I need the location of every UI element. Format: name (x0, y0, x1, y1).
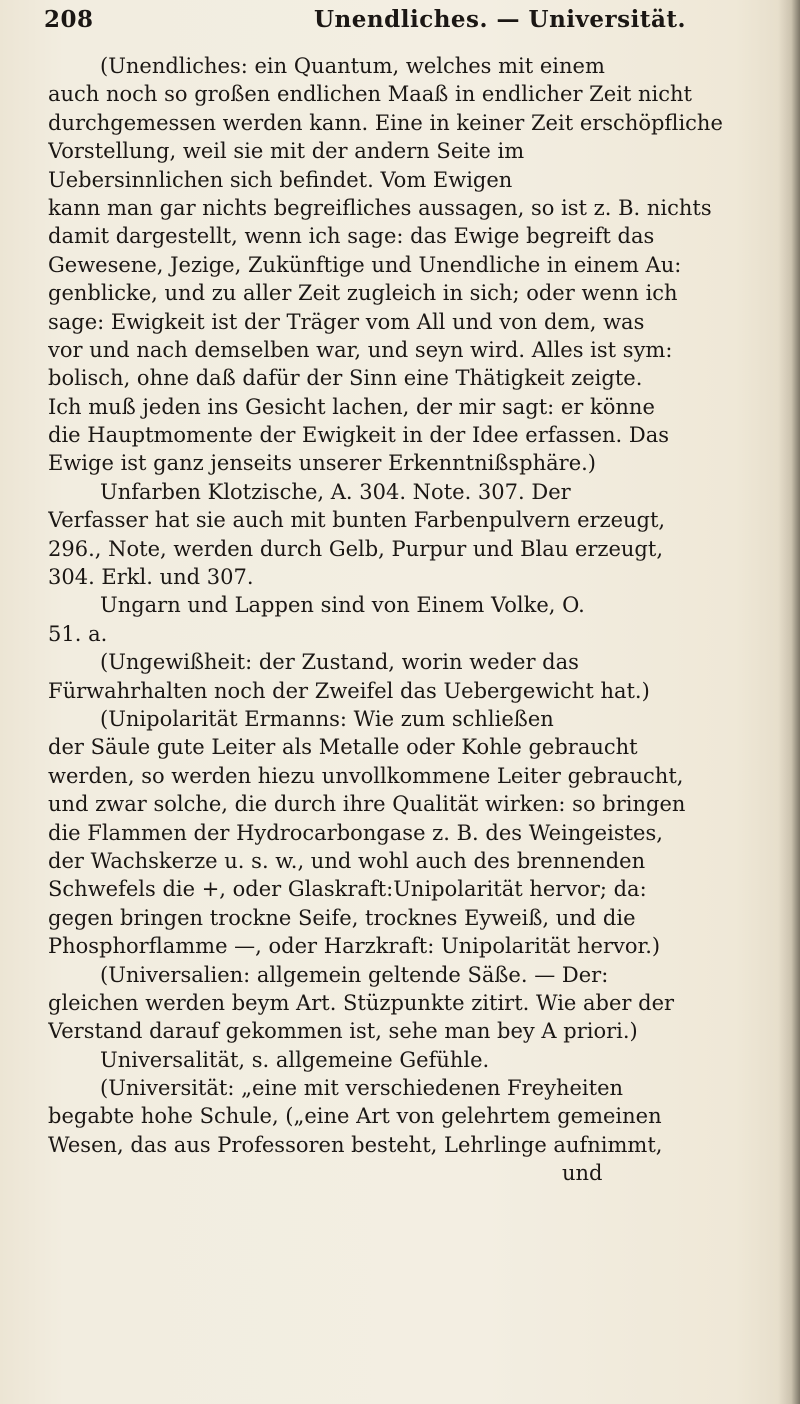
text-line: (Universalien: allgemein geltende Säße. — Der: (100, 962, 609, 987)
text-line: kann man gar nichts begreifliches aussagen, so ist z. B. nichts (48, 195, 712, 220)
text-line: Uebersinnlichen sich befindet. Vom Ewigen (48, 167, 513, 192)
text-line: Wesen, das aus Professoren besteht, Lehrlinge aufnimmt, (48, 1132, 663, 1157)
text-line: Schwefels die +, oder Glaskraft:Unipolarität hervor; da: (48, 877, 647, 902)
text-line: 296., Note, werden durch Gelb, Purpur und Blau erzeugt, (48, 536, 663, 561)
text-line: gegen bringen trockne Seife, trocknes Eyweiß, und die (48, 905, 636, 930)
text-line: 51. a. (48, 621, 108, 646)
text-line: Verfasser hat sie auch mit bunten Farbenpulvern erzeugt, (48, 508, 666, 533)
text-line: Ungarn und Lappen sind von Einem Volke, O. (100, 593, 585, 618)
text-line: Ich muß jeden ins Gesicht lachen, der mir sagt: er könne (48, 394, 655, 419)
text-line: gleichen werden beym Art. Stüzpunkte zitirt. Wie aber der (48, 990, 675, 1015)
text-line: werden, so werden hiezu unvollkommene Leiter gebraucht, (48, 763, 684, 788)
text-line: der Säule gute Leiter als Metalle oder Kohle gebraucht (48, 735, 638, 760)
page-number: 208 (44, 6, 94, 33)
text-line: Ewige ist ganz jenseits unserer Erkenntnißsphäre.) (48, 451, 596, 476)
dictionary-text-block (48, 52, 768, 1188)
text-line: und zwar solche, die durch ihre Qualität wirken: so bringen (48, 792, 686, 817)
text-line: 304. Erkl. und 307. (48, 565, 254, 590)
text-line: (Ungewißheit: der Zustand, worin weder das (100, 650, 579, 675)
text-line: die Flammen der Hydrocarbongase z. B. des Weingeistes, (48, 820, 663, 845)
text-line: vor und nach demselben war, und seyn wird. Alles ist sym: (48, 337, 673, 362)
page-header (44, 4, 764, 38)
text-line: (Unendliches: ein Quantum, welches mit einem (100, 54, 605, 78)
text-line: und (48, 1161, 603, 1186)
page-edge-shadow (778, 0, 800, 1404)
text-line: Fürwahrhalten noch der Zweifel das Uebergewicht hat.) (48, 678, 650, 703)
text-line: Universalität, s. allgemeine Gefühle. (100, 1047, 490, 1072)
text-line: Gewesene, Jezige, Zukünftige und Unendliche in einem Au: (48, 252, 682, 277)
text-line: (Unipolarität Ermanns: Wie zum schließen (100, 706, 554, 731)
text-line: Phosphorflamme —, oder Harzkraft: Unipolarität hervor.) (48, 934, 661, 959)
text-line: bolisch, ohne daß dafür der Sinn eine Thätigkeit zeigte. (48, 366, 643, 391)
text-line: genblicke, und zu aller Zeit zugleich in sich; oder wenn ich (48, 281, 678, 306)
text-line: Vorstellung, weil sie mit der andern Seite im (48, 139, 525, 164)
running-title: Unendliches. — Universität. (314, 6, 686, 33)
text-line: auch noch so großen endlichen Maaß in endlicher Zeit nicht (48, 82, 692, 107)
text-line: durchgemessen werden kann. Eine in keiner Zeit erschöpfliche (48, 110, 723, 135)
text-line: der Wachskerze u. s. w., und wohl auch des brennenden (48, 848, 646, 873)
text-line: (Universität: „eine mit verschiedenen Freyheiten (100, 1076, 624, 1101)
text-line: sage: Ewigkeit ist der Träger vom All und von dem, was (48, 309, 645, 334)
text-line: begabte hohe Schule, („eine Art von gelehrtem gemeinen (48, 1104, 662, 1129)
text-line: die Hauptmomente der Ewigkeit in der Idee erfassen. Das (48, 423, 670, 448)
text-line: damit dargestellt, wenn ich sage: das Ewige begreift das (48, 224, 655, 249)
text-line: Unfarben Klotzische, A. 304. Note. 307. Der (100, 479, 571, 504)
text-line: Verstand darauf gekommen ist, sehe man bey A priori.) (48, 1019, 638, 1044)
